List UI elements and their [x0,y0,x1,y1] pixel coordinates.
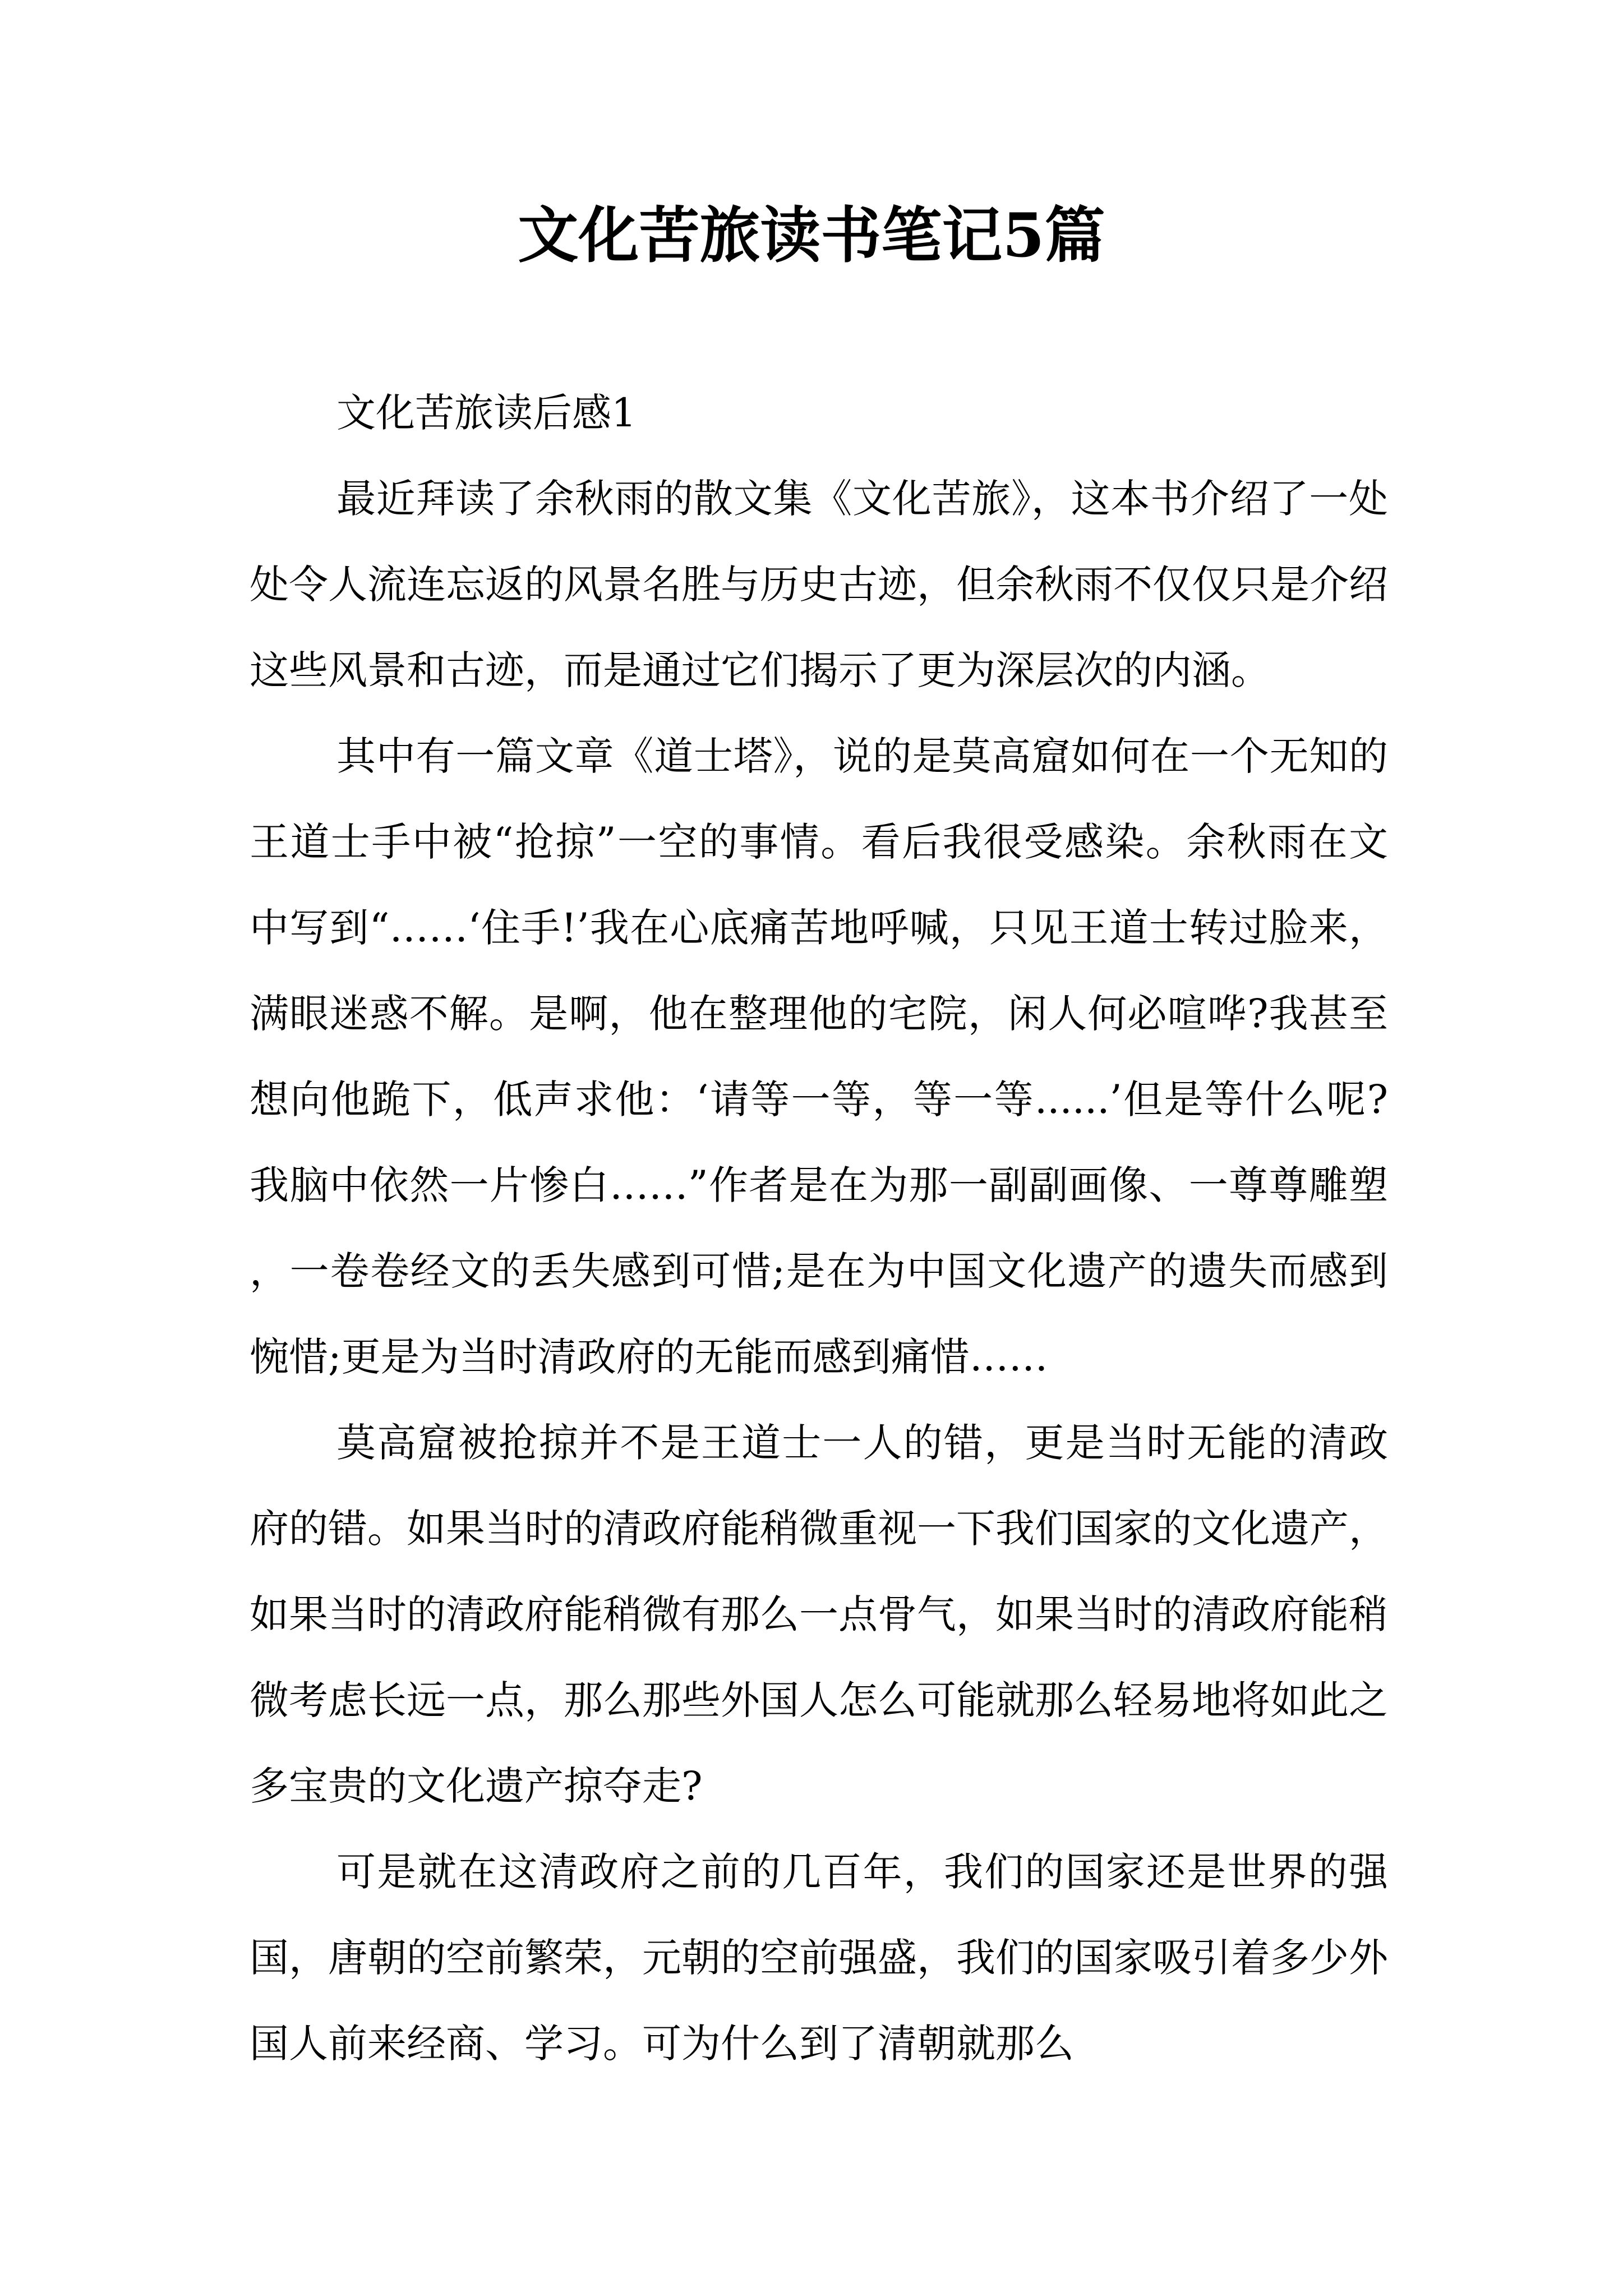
body-paragraph: 其中有一篇文章《道士塔》，说的是莫高窟如何在一个无知的王道士手中被“抢掠”一空的事情。看后我很受感染。余秋雨在文中写到“……‘住手!’我在心底痛苦地呼喊，只见王道士转过脸来，满眼迷惑不解。是啊，他在整理他的宅院，闲人何必喧哗?我甚至想向他跪下，低声求他：‘请等一等，等一等......’但是等什么呢?我脑中依然一片惨白……”作者是在为那一副副画像、一尊尊雕塑，一卷卷经文的丢失感到可惜;是在为中国文化遗产的遗失而感到惋惜;更是为当时清政府的无能而感到痛惜…… [250,733,1388,1380]
section-heading: 文化苦旅读后感1 [336,390,637,436]
document-title: 文化苦旅读书笔记5篇 [518,200,1105,271]
body-paragraph: 莫高窟被抢掠并不是王道士一人的错，更是当时无能的清政府的错。如果当时的清政府能稍微重视一下我们国家的文化遗产，如果当时的清政府能稍微有那么一点骨气，如果当时的清政府能稍微考虑长远一点，那么那些外国人怎么可能就那么轻易地将如此之多宝贵的文化遗产掠夺走? [250,1420,1388,1809]
document-body [250,370,1388,2087]
body-paragraph: 可是就在这清政府之前的几百年，我们的国家还是世界的强国，唐朝的空前繁荣，元朝的空前强盛，我们的国家吸引着多少外国人前来经商、学习。可为什么到了清朝就那么 [250,1849,1388,2067]
body-paragraph: 最近拜读了余秋雨的散文集《文化苦旅》，这本书介绍了一处处令人流连忘返的风景名胜与历史古迹，但余秋雨不仅仅只是介绍这些风景和古迹，而是通过它们揭示了更为深层次的内涵。 [250,476,1388,693]
